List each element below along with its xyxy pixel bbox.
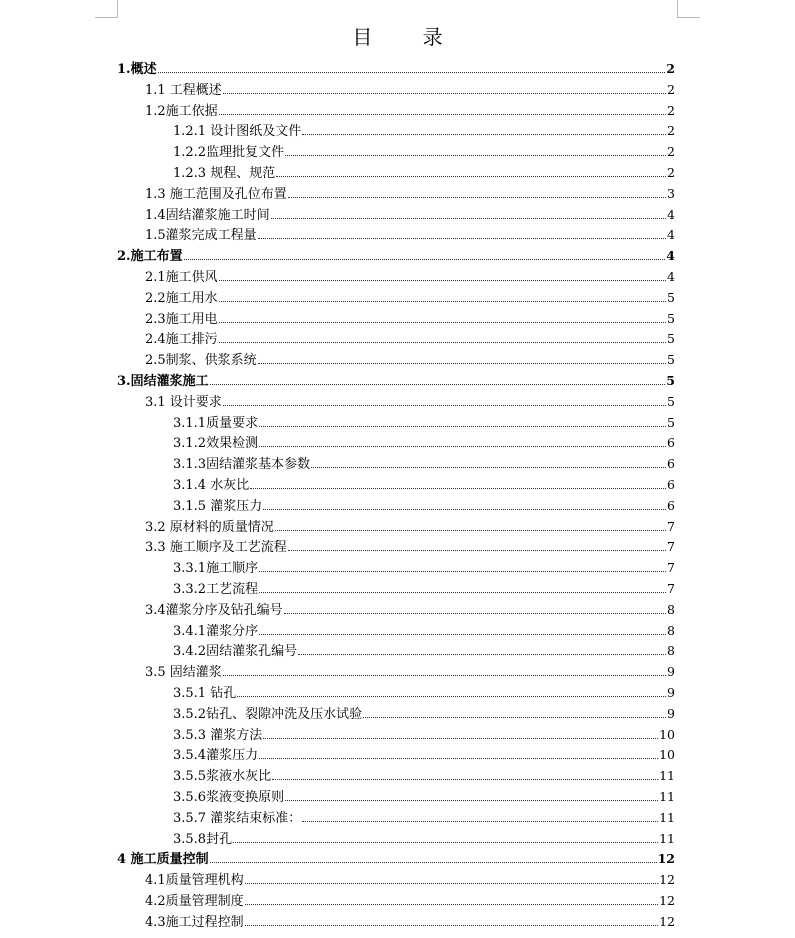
toc-entry[interactable] xyxy=(145,662,675,683)
toc-entry-label: 3.固结灌浆施工 xyxy=(117,374,209,389)
toc-entry[interactable] xyxy=(173,142,675,163)
toc-entry-label: 1.1 工程概述 xyxy=(145,82,222,98)
toc-entry-page-number: 5 xyxy=(667,414,675,430)
toc-entry-label: 3.5.3 灌浆方法 xyxy=(173,727,263,743)
toc-entry-label: 3.4.1灌浆分序 xyxy=(173,623,259,639)
toc-entry-page-number: 4 xyxy=(667,269,675,284)
toc-entry-label: 1.概述 xyxy=(117,62,157,77)
toc-entry-page-number: 2 xyxy=(667,144,675,160)
toc-entry[interactable] xyxy=(173,641,675,662)
toc-dot-leader xyxy=(259,570,666,572)
toc-entry[interactable] xyxy=(145,891,675,912)
toc-entry-label: 3.2 原材料的质量情况 xyxy=(145,519,274,535)
toc-entry[interactable] xyxy=(145,205,675,226)
toc-entry-page-number: 7 xyxy=(667,518,675,534)
toc-entry[interactable] xyxy=(145,80,675,101)
toc-entry-page-number: 9 xyxy=(667,685,675,700)
toc-dot-leader xyxy=(223,674,666,676)
toc-entry-label: 3.5.5浆液水灰比 xyxy=(173,769,272,785)
toc-entry-label: 4.1质量管理机构 xyxy=(145,873,244,889)
toc-dot-leader xyxy=(259,633,666,635)
toc-entry-page-number: 12 xyxy=(659,893,675,908)
toc-dot-leader xyxy=(259,425,666,427)
toc-dot-leader xyxy=(258,237,666,239)
toc-dot-leader xyxy=(302,820,658,822)
toc-entry-label: 2.5制浆、供浆系统 xyxy=(145,353,257,369)
toc-entry[interactable] xyxy=(117,371,675,392)
toc-entry-page-number: 11 xyxy=(659,809,675,825)
toc-entry-label: 3.3.1施工顺序 xyxy=(173,561,259,577)
toc-entry-page-number: 2 xyxy=(667,165,675,180)
toc-entry-label: 3.4灌浆分序及钻孔编号 xyxy=(145,602,283,618)
toc-dot-leader xyxy=(233,841,658,843)
toc-entry-page-number: 12 xyxy=(657,851,675,867)
toc-entry-page-number: 11 xyxy=(659,830,675,846)
toc-entry[interactable] xyxy=(173,766,675,787)
toc-entry[interactable] xyxy=(145,600,675,621)
toc-dot-leader xyxy=(259,445,666,447)
toc-entry-page-number: 5 xyxy=(667,352,675,368)
toc-entry[interactable] xyxy=(145,870,675,891)
toc-dot-leader xyxy=(271,217,666,219)
toc-entry-label: 3.1.4 水灰比 xyxy=(173,478,250,493)
crop-mark-top-right xyxy=(677,0,700,18)
toc-entry[interactable] xyxy=(145,350,675,371)
toc-entry-label: 1.2.1 设计图纸及文件 xyxy=(173,124,302,140)
toc-entry[interactable] xyxy=(173,475,675,496)
toc-dot-leader xyxy=(259,591,666,593)
toc-entry-page-number: 7 xyxy=(667,539,675,555)
toc-dot-leader xyxy=(158,71,666,73)
toc-entry-label: 4.2质量管理制度 xyxy=(145,894,244,909)
toc-entry-page-number: 8 xyxy=(667,601,675,617)
toc-entry-page-number: 2 xyxy=(667,123,675,139)
toc-entry-page-number: 11 xyxy=(659,789,675,804)
toc-entry[interactable] xyxy=(117,59,675,80)
toc-dot-leader xyxy=(223,92,666,94)
toc-entry-label: 2.3施工用电 xyxy=(145,311,218,327)
toc-dot-leader xyxy=(288,196,666,198)
toc-dot-leader xyxy=(288,549,666,551)
toc-entry-label: 3.3.2工艺流程 xyxy=(173,582,259,597)
toc-entry-label: 1.2施工依据 xyxy=(145,103,218,119)
toc-entry[interactable] xyxy=(117,246,675,267)
toc-entry-label: 1.4固结灌浆施工时间 xyxy=(145,207,270,223)
toc-entry-label: 3.3 施工顺序及工艺流程 xyxy=(145,540,287,556)
toc-entry[interactable] xyxy=(145,225,675,246)
toc-entry-label: 1.2.3 规程、规范 xyxy=(173,166,276,181)
toc-entry-label: 1.5灌浆完成工程量 xyxy=(145,228,257,244)
toc-dot-leader xyxy=(219,300,666,302)
toc-entry-page-number: 6 xyxy=(667,456,675,472)
toc-entry[interactable] xyxy=(117,849,675,870)
toc-entry[interactable] xyxy=(173,725,675,746)
toc-dot-leader xyxy=(263,508,666,510)
toc-entry[interactable] xyxy=(173,621,675,642)
toc-dot-leader xyxy=(223,404,666,406)
toc-entry-label: 3.5.8封孔 xyxy=(173,831,233,847)
toc-entry[interactable] xyxy=(173,558,675,579)
toc-dot-leader xyxy=(258,362,666,364)
toc-entry[interactable] xyxy=(145,309,675,330)
toc-entry-page-number: 6 xyxy=(667,435,675,451)
toc-entry[interactable] xyxy=(173,704,675,725)
toc-entry-label: 3.1.1质量要求 xyxy=(173,415,259,431)
toc-dot-leader xyxy=(219,279,666,281)
toc-dot-leader xyxy=(245,903,658,905)
toc-entry-page-number: 9 xyxy=(667,664,675,680)
toc-entry-page-number: 4 xyxy=(667,227,675,243)
toc-entry[interactable] xyxy=(173,454,675,475)
toc-dot-leader xyxy=(259,757,658,759)
toc-entry-label: 3.1 设计要求 xyxy=(145,394,222,410)
toc-dot-leader xyxy=(245,924,658,926)
toc-dot-leader xyxy=(219,321,666,323)
toc-dot-leader xyxy=(250,487,666,489)
toc-entry[interactable] xyxy=(173,787,675,808)
toc-entry[interactable] xyxy=(173,683,675,704)
toc-entry-label: 3.5.7 灌浆结束标准： xyxy=(173,810,302,826)
toc-entry-page-number: 5 xyxy=(667,289,675,305)
toc-entry[interactable] xyxy=(173,496,675,517)
toc-entry[interactable] xyxy=(145,329,675,350)
toc-entry-label: 3.5.6浆液变换原则 xyxy=(173,790,285,805)
toc-entry-label: 3.5.4灌浆压力 xyxy=(173,748,259,764)
toc-entry-page-number: 2 xyxy=(667,102,675,118)
toc-entry-page-number: 9 xyxy=(667,705,675,721)
toc-entry-page-number: 7 xyxy=(667,560,675,576)
toc-entry-page-number: 2 xyxy=(667,81,675,97)
toc-dot-leader xyxy=(311,466,666,468)
toc-entry-label: 2.2施工用水 xyxy=(145,290,218,306)
toc-entry[interactable] xyxy=(173,808,675,829)
toc-dot-leader xyxy=(219,113,666,115)
toc-entry-label: 3.5.2钻孔、裂隙冲洗及压水试验 xyxy=(173,706,363,722)
toc-entry-page-number: 8 xyxy=(667,643,675,659)
toc-entry-page-number: 12 xyxy=(659,872,675,888)
toc-dot-leader xyxy=(272,778,658,780)
crop-mark-top-left xyxy=(95,0,118,18)
toc-entry-page-number: 5 xyxy=(667,310,675,326)
toc-entry[interactable] xyxy=(173,579,675,600)
toc-entry[interactable] xyxy=(173,413,675,434)
toc-entry-label: 3.1.3固结灌浆基本参数 xyxy=(173,457,311,473)
toc-entry-label: 3.1.5 灌浆压力 xyxy=(173,498,263,514)
toc-dot-leader xyxy=(298,653,666,655)
toc-entry-label: 3.4.2固结灌浆孔编号 xyxy=(173,644,298,660)
toc-entry[interactable] xyxy=(173,433,675,454)
toc-entry[interactable] xyxy=(145,912,675,933)
toc-entry[interactable] xyxy=(145,392,675,413)
toc-entry-label: 3.1.2效果检测 xyxy=(173,436,259,452)
toc-dot-leader xyxy=(245,882,658,884)
toc-entry-page-number: 10 xyxy=(659,747,675,763)
toc-entry-label: 4.3施工过程控制 xyxy=(145,914,244,930)
toc-entry-page-number: 5 xyxy=(667,393,675,409)
toc-dot-leader xyxy=(276,175,666,177)
toc-entry[interactable] xyxy=(145,184,675,205)
toc-dot-leader xyxy=(302,133,666,135)
toc-entry[interactable] xyxy=(173,163,675,184)
toc-entry-page-number: 10 xyxy=(659,726,675,742)
toc-dot-leader xyxy=(219,341,666,343)
toc-entry[interactable] xyxy=(173,829,675,850)
toc-entry-page-number: 4 xyxy=(666,248,675,264)
toc-dot-leader xyxy=(210,861,657,863)
toc-entry[interactable] xyxy=(145,101,675,122)
toc-entry[interactable] xyxy=(173,121,675,142)
page-title: 目 录 xyxy=(352,25,465,49)
toc-entry-label: 4 施工质量控制 xyxy=(117,852,209,868)
toc-entry[interactable] xyxy=(145,537,675,558)
toc-entry-label: 3.5.1 钻孔 xyxy=(173,686,237,701)
toc-entry-page-number: 8 xyxy=(667,622,675,638)
toc-entry-page-number: 3 xyxy=(667,185,675,201)
toc-dot-leader xyxy=(237,695,666,697)
toc-entry-page-number: 11 xyxy=(659,768,675,784)
toc-dot-leader xyxy=(184,258,666,260)
toc-entry-page-number: 2 xyxy=(666,61,675,76)
toc-entry-label: 2.1施工供风 xyxy=(145,270,218,285)
toc-dot-leader xyxy=(285,154,666,156)
toc-entry-page-number: 5 xyxy=(666,373,675,388)
toc-entry-page-number: 4 xyxy=(667,206,675,222)
toc-entry-label: 3.5 固结灌浆 xyxy=(145,665,222,681)
toc-entry-page-number: 12 xyxy=(659,913,675,929)
toc-entry-label: 1.2.2监理批复文件 xyxy=(173,145,285,161)
toc-entry[interactable] xyxy=(145,267,675,288)
toc-entry[interactable] xyxy=(145,288,675,309)
toc-entry[interactable] xyxy=(173,745,675,766)
toc-entry-label: 1.3 施工范围及孔位布置 xyxy=(145,186,287,202)
toc-entry-label: 2.施工布置 xyxy=(117,249,183,265)
toc-entry-page-number: 6 xyxy=(667,497,675,513)
toc-entry-page-number: 7 xyxy=(667,581,675,596)
toc-entry[interactable] xyxy=(145,517,675,538)
toc-dot-leader xyxy=(284,612,666,614)
toc-entry-label: 2.4施工排污 xyxy=(145,332,218,348)
toc-dot-leader xyxy=(263,737,658,739)
toc-dot-leader xyxy=(210,383,666,385)
toc-dot-leader xyxy=(275,529,666,531)
toc-dot-leader xyxy=(285,799,658,801)
toc-dot-leader xyxy=(363,716,666,718)
toc-entry-page-number: 5 xyxy=(667,331,675,347)
toc-entry-page-number: 6 xyxy=(667,477,675,492)
